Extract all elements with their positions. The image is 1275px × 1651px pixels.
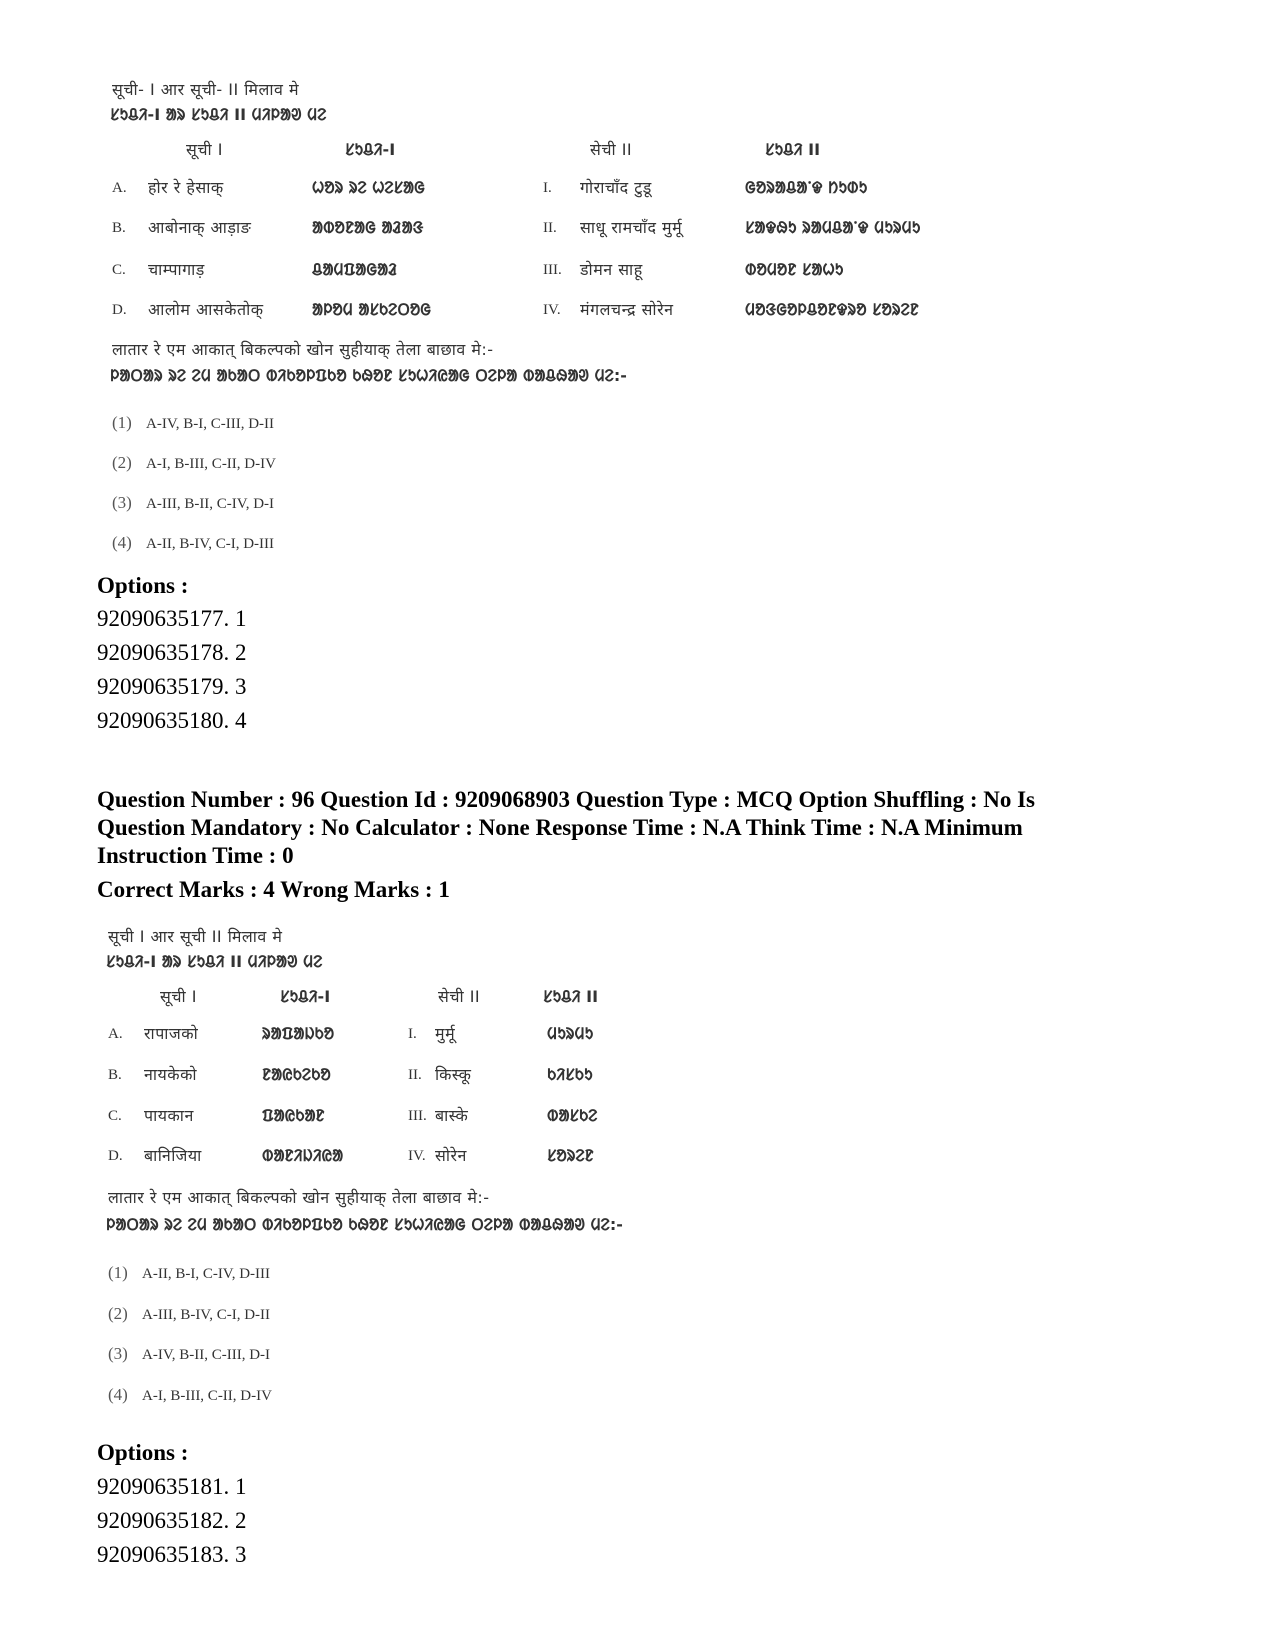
- q96-row-d-label: D.: [108, 1148, 123, 1164]
- q95-row-d-olchiki: ᱟᱞᱚᱢ ᱟᱥᱠᱮᱛᱚᱜ: [312, 300, 432, 319]
- q96-row-iii-item: बास्के: [435, 1106, 469, 1125]
- q96-row-b-item: नायकेको: [144, 1065, 198, 1084]
- q96-prompt-olchiki: ᱞᱟᱛᱟᱨ ᱨᱮ ᱮᱢ ᱟᱠᱟᱛ ᱵᱤᱠᱚᱞᱯᱠᱚ ᱠᱷᱚᱱ ᱥᱩᱦᱤᱭᱟᱜ ᱛᱮᱞᱟ ᱵᱟᱪᱷᱟᱣ ᱢᱮ:-: [106, 1215, 623, 1234]
- q96-header-line-1: Question Number : 96 Question Id : 9209068903 Question Type : MCQ Option Shuffling : No Is: [97, 787, 1036, 812]
- q95-prompt-olchiki: ᱞᱟᱛᱟᱨ ᱨᱮ ᱮᱢ ᱟᱠᱟᱛ ᱵᱤᱠᱚᱞᱯᱠᱚ ᱠᱷᱚᱱ ᱥᱩᱦᱤᱭᱟᱜ ᱛᱮᱞᱟ ᱵᱟᱪᱷᱟᱣ ᱢᱮ:-: [110, 366, 627, 385]
- q96-instruction-olchiki: ᱥᱩᱪᱤ-I ᱟᱨ ᱥᱩᱪᱤ II ᱢᱤᱞᱟᱣ ᱢᱮ: [106, 952, 323, 971]
- q96-row-a-olchiki: ᱨᱟᱯᱟᱡᱠᱚ: [262, 1024, 335, 1043]
- q95-options-title: Options :: [97, 573, 189, 598]
- q96-instruction-devanagari: सूची I आर सूची II मिलाव मे: [108, 927, 283, 946]
- q95-option-2: 92090635178. 2: [97, 640, 247, 665]
- q95-row-a-label: A.: [112, 180, 127, 196]
- q95-row-b-item: आबोनाक् आड़ाङ: [148, 218, 252, 237]
- q96-row-i-label: I.: [408, 1026, 417, 1042]
- q96-col-head-list2: सेची II: [438, 987, 481, 1006]
- q96-row-b-label: B.: [108, 1067, 122, 1083]
- q96-row-ii-item: किस्कू: [435, 1065, 472, 1084]
- q96-header-line-3: Instruction Time : 0: [97, 843, 294, 868]
- q95-option-3: 92090635179. 3: [97, 674, 247, 699]
- q95-row-iii-item: डोमन साहू: [580, 260, 643, 279]
- q95-row-c-item: चाम्पागाड़: [148, 260, 205, 279]
- q96-row-i-item: मुर्मू: [435, 1024, 456, 1043]
- q95-row-c-label: C.: [112, 262, 126, 278]
- q96-row-iv-item: सोरेन: [435, 1146, 467, 1165]
- q96-option-2: 92090635182. 2: [97, 1508, 247, 1533]
- q96-row-iv-olchiki: ᱥᱚᱨᱮᱱ: [547, 1146, 594, 1165]
- q95-row-iii-olchiki: ᱰᱚᱢᱚᱱ ᱥᱟᱦᱩ: [745, 260, 844, 279]
- q96-option-1: 92090635181. 1: [97, 1474, 247, 1499]
- q95-answer-2: (2) A-I, B-III, C-II, D-IV: [112, 453, 276, 472]
- q95-option-1: 92090635177. 1: [97, 606, 247, 631]
- q95-col-head-list2-olchiki: ᱥᱩᱪᱤ II: [765, 140, 821, 159]
- q95-row-d-item: आलोम आसकेतोक्: [148, 300, 264, 319]
- q95-answer-1: (1) A-IV, B-I, C-III, D-II: [112, 413, 275, 432]
- q95-row-a-olchiki: ᱦᱚᱨ ᱨᱮ ᱦᱮᱥᱟᱜ: [312, 178, 425, 197]
- q95-col-head-list1: सूची I: [186, 140, 223, 159]
- q95-row-b-label: B.: [112, 220, 126, 236]
- q95-row-b-olchiki: ᱟᱵᱚᱱᱟᱜ ᱟᱲᱟᱝ: [312, 218, 424, 237]
- q95-row-ii-label: II.: [543, 220, 557, 236]
- q96-col-head-list1-olchiki: ᱥᱩᱪᱤ-I: [280, 987, 331, 1006]
- q96-row-ii-olchiki: ᱠᱤᱥᱠᱩ: [547, 1065, 593, 1084]
- q96-row-iii-olchiki: ᱵᱟᱥᱠᱮ: [547, 1106, 598, 1125]
- q95-answer-4: (4) A-II, B-IV, C-I, D-III: [112, 533, 275, 552]
- q96-row-i-olchiki: ᱢᱩᱨᱢᱩ: [547, 1024, 594, 1043]
- q95-row-i-label: I.: [543, 180, 552, 196]
- q95-row-iii-label: III.: [543, 262, 562, 278]
- q96-options-title: Options :: [97, 1440, 189, 1465]
- q95-col-head-list2: सेची II: [590, 140, 633, 159]
- q96-option-3: 92090635183. 3: [97, 1542, 247, 1567]
- q96-row-c-olchiki: ᱯᱟᱭᱠᱟᱱ: [262, 1106, 325, 1125]
- q95-row-a-item: होर रे हेसाक्: [148, 178, 224, 197]
- q95-answer-3: (3) A-III, B-II, C-IV, D-I: [112, 493, 275, 512]
- q95-row-ii-olchiki: ᱥᱟᱫᱷᱩ ᱨᱟᱢᱪᱟᱸᱫ ᱢᱩᱨᱢᱩ: [745, 218, 921, 237]
- q95-row-iv-olchiki: ᱢᱚᱝᱜᱚᱞᱪᱚᱱᱫᱨᱚ ᱥᱚᱨᱮᱱ: [745, 300, 919, 319]
- q96-row-b-olchiki: ᱱᱟᱭᱠᱮᱠᱚ: [262, 1065, 331, 1084]
- q96-col-head-list2-olchiki: ᱥᱩᱪᱤ II: [543, 987, 599, 1006]
- q96-answer-3: (3) A-IV, B-II, C-III, D-I: [108, 1344, 271, 1363]
- q95-option-4: 92090635180. 4: [97, 708, 247, 733]
- q96-row-iv-label: IV.: [408, 1148, 426, 1164]
- q95-row-iv-item: मंगलचन्द्र सोरेन: [580, 300, 674, 319]
- q95-col-head-list1-olchiki: ᱥᱩᱪᱤ-I: [345, 140, 396, 159]
- q95-instruction-olchiki: ᱥᱩᱪᱤ-I ᱟᱨ ᱥᱩᱪᱤ II ᱢᱤᱞᱟᱣ ᱢᱮ: [110, 105, 327, 124]
- q96-row-ii-label: II.: [408, 1067, 422, 1083]
- q95-row-d-label: D.: [112, 302, 127, 318]
- q96-answer-4: (4) A-I, B-III, C-II, D-IV: [108, 1385, 272, 1404]
- q95-row-ii-item: साधू रामचाँद मुर्मू: [580, 218, 683, 237]
- q96-row-a-label: A.: [108, 1026, 123, 1042]
- q96-row-iii-label: III.: [408, 1108, 427, 1124]
- q96-row-d-olchiki: ᱵᱟᱱᱤᱡᱤᱭᱟ: [262, 1146, 344, 1165]
- q96-prompt-devanagari: लातार रे एम आकात् बिकल्पको खोन सुहीयाक् तेला बाछाव मे:-: [108, 1188, 490, 1207]
- q96-marks: Correct Marks : 4 Wrong Marks : 1: [97, 877, 450, 902]
- q96-row-a-item: रापाजको: [144, 1024, 199, 1043]
- q95-instruction-devanagari: सूची- I आर सूची- II मिलाव मे: [112, 80, 300, 99]
- q96-header: [97, 786, 1177, 870]
- q96-answer-1: (1) A-II, B-I, C-IV, D-III: [108, 1263, 271, 1282]
- q96-header-line-2: Question Mandatory : No Calculator : None Response Time : N.A Think Time : N.A Minimum: [97, 815, 1023, 840]
- q96-row-d-item: बानिजिया: [144, 1146, 202, 1165]
- q95-row-c-olchiki: ᱪᱟᱢᱯᱟᱜᱟᱲ: [312, 260, 398, 279]
- q96-row-c-label: C.: [108, 1108, 122, 1124]
- q95-row-i-item: गोराचाँद टुडू: [580, 178, 652, 197]
- q96-col-head-list1: सूची I: [160, 987, 197, 1006]
- q95-prompt-devanagari: लातार रे एम आकात् बिकल्पको खोन सुहीयाक् तेला बाछाव मे:-: [112, 340, 494, 359]
- q96-answer-2: (2) A-III, B-IV, C-I, D-II: [108, 1304, 271, 1323]
- q95-row-i-olchiki: ᱜᱚᱨᱟᱪᱟᱸᱫ ᱴᱩᱰᱩ: [745, 178, 868, 197]
- q96-row-c-item: पायकान: [144, 1106, 194, 1125]
- q95-row-iv-label: IV.: [543, 302, 561, 318]
